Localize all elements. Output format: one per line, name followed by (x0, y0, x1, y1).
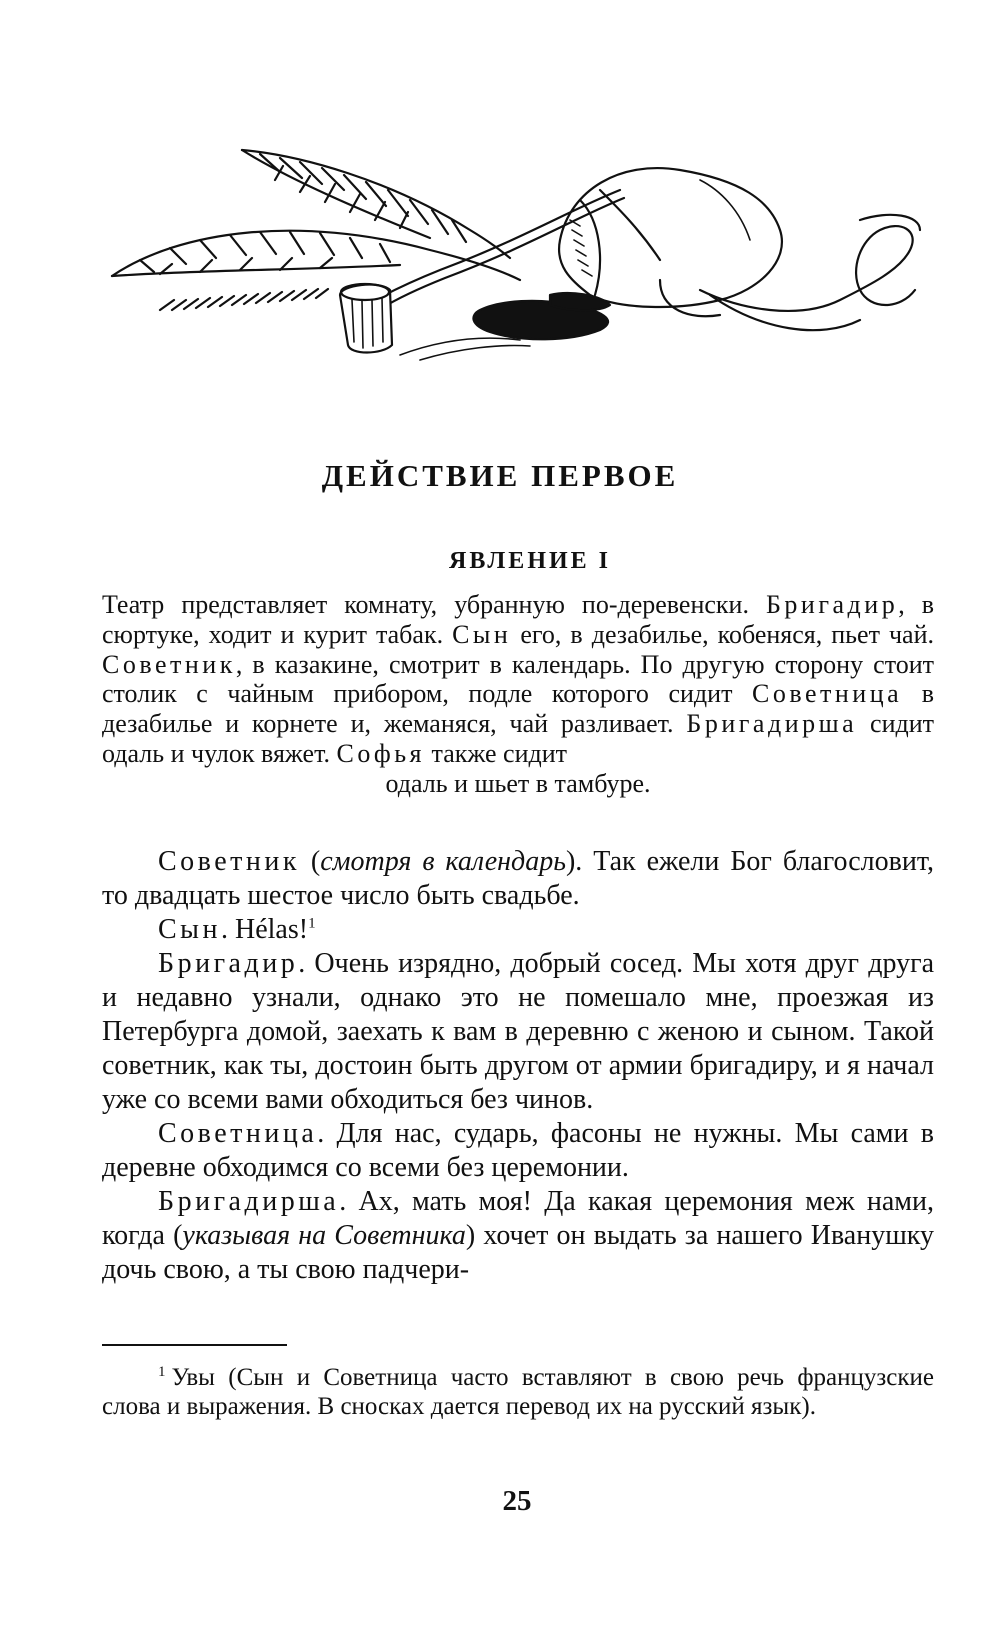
speaker-name: Советник (158, 846, 300, 877)
character-sofya: Софья (336, 738, 426, 768)
dialogue-line (102, 947, 934, 1117)
footnote (102, 1363, 934, 1421)
line-text: ). Так ежели Бог благословит, то двадцать шестое число быть свадьбе. (102, 846, 934, 911)
footnote-text: Увы (Сын и Советница часто вставляют в свою речь французские слова и выражения. В сносках дается перевод их на русский язык). (102, 1364, 934, 1420)
stage-text: сидит одаль и чулок вяжет. (102, 709, 935, 768)
stage-text: Театр представляет комнату, убранную по-деревенски. (102, 590, 766, 619)
footnote-mark: 1 (158, 1363, 166, 1380)
stage-text: , в сюртуке, ходит и курит табак. (102, 590, 935, 649)
act-title: ДЕЙСТВИЕ ПЕРВОЕ (321, 458, 679, 493)
stage-text: в дезабилье и корнете и, жеманяся, чай разливает. (102, 679, 934, 739)
stage-last-line: одаль и шьет в тамбуре. (385, 768, 651, 798)
footnote-reference[interactable]: 1 (308, 915, 316, 932)
line-text: ) хочет он выдать за нашего Иванушку дочь свою, а ты свою падчери- (102, 1220, 934, 1285)
dialogue-line (102, 1117, 934, 1185)
speaker-name: Советница (158, 1118, 318, 1149)
dialogue-line (102, 1185, 934, 1287)
character-brigadirsha: Бригадирша (686, 709, 858, 739)
line-text: . Ах, мать моя! Да какая церемония меж нами, когда ( (102, 1186, 934, 1251)
stage-direction (102, 590, 934, 799)
scene-title: ЯВЛЕНИЕ I (449, 548, 611, 574)
stage-remark: указывая на Советника (182, 1220, 466, 1251)
speaker-name: Сын (158, 914, 221, 945)
dialogue-line (102, 845, 934, 913)
line-text: ( (299, 846, 321, 877)
dialogue-line (102, 913, 934, 947)
speaker-name: Бригадирша (158, 1186, 340, 1217)
stage-remark: смотря в календарь (320, 846, 566, 877)
footnote-divider (102, 1344, 287, 1346)
line-text: . Hélas! (220, 914, 309, 945)
feather-pipe-pouch-illustration (100, 120, 940, 370)
character-brigadir: Бригадир (766, 590, 899, 619)
line-text: . Очень изрядно, добрый сосед. Мы хотя друг друга и недавно узнали, однако это не помешало мне, проезжая из Петербурга домой, заехать к вам в деревню с женою и сыном. Такой советник, как ты, достоин быть другом от армии бригадиру, и я начал уже со всеми вами обходиться без чинов. (102, 948, 934, 1115)
line-text: . Для нас, сударь, фасоны не нужны. Мы сами в деревне обходимся со всеми без церемонии. (102, 1118, 934, 1183)
stage-text: , в казакине, смотрит в календарь. По другую сторону стоит столик с чайным прибором, подле которого сидит (102, 649, 934, 709)
character-sovetnica: Советница (752, 679, 903, 709)
page-number: 25 (502, 1485, 532, 1517)
dialogue (102, 845, 934, 1287)
stage-text: его, в дезабилье, кобеняся, пьет чай. (511, 619, 934, 649)
character-sovetnik: Советник (102, 649, 236, 679)
character-syn: Сын (452, 619, 512, 649)
speaker-name: Бригадир (158, 948, 299, 979)
stage-text: также сидит (425, 738, 567, 768)
